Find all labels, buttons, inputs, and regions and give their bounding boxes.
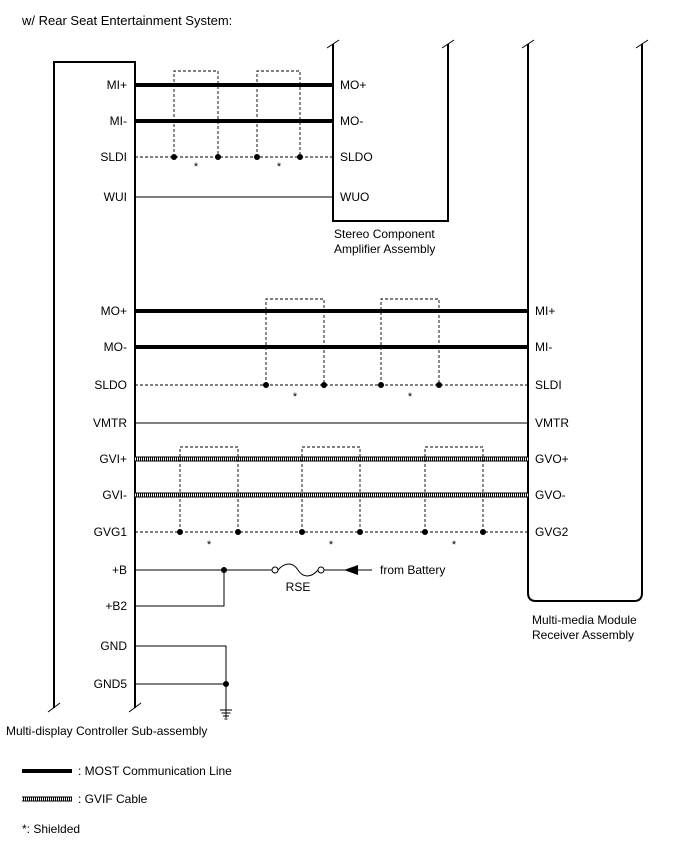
controller-name: Multi-display Controller Sub-assembly xyxy=(6,724,208,738)
controller-break-mark xyxy=(48,703,141,712)
wire-gnd xyxy=(135,646,226,718)
amplifier-name-line2: Amplifier Assembly xyxy=(334,242,436,256)
fuse-terminal-right xyxy=(318,567,324,573)
amplifier-break-mark xyxy=(327,40,454,48)
legend-shielded-text: *: Shielded xyxy=(22,822,81,836)
splice-dot xyxy=(263,382,269,388)
splice-dot xyxy=(299,529,305,535)
splice-dot xyxy=(254,154,260,160)
ctrl-pin-mo-plus: MO+ xyxy=(100,304,127,318)
receiver-box xyxy=(528,44,642,601)
ctrl-pin-gnd5: GND5 xyxy=(93,677,127,691)
splice-dot xyxy=(436,382,442,388)
amplifier-name-line1: Stereo Component xyxy=(334,227,435,241)
amp-pin-wuo: WUO xyxy=(340,190,370,204)
splice-dot xyxy=(422,529,428,535)
shield-asterisk: * xyxy=(206,539,212,551)
ctrl-pin-gvi-plus: GVI+ xyxy=(99,452,127,466)
shield-asterisk: * xyxy=(328,539,334,551)
splice-dot xyxy=(297,154,303,160)
splice-dot xyxy=(357,529,363,535)
receiver-break-mark xyxy=(522,40,648,48)
amp-pin-sldo: SLDO xyxy=(340,150,373,164)
splice-dot xyxy=(221,567,227,573)
ctrl-pin-vmtr: VMTR xyxy=(93,416,127,430)
shield-asterisk: * xyxy=(276,161,282,173)
rcv-pin-gvo-minus: GVO- xyxy=(535,488,566,502)
fuse-label: RSE xyxy=(285,580,311,594)
shield-asterisk: * xyxy=(292,391,298,403)
ctrl-pin-sldo: SLDO xyxy=(94,378,127,392)
amp-pin-mo-minus: MO- xyxy=(340,114,364,128)
splice-dot xyxy=(235,529,241,535)
diagram-title: w/ Rear Seat Entertainment System: xyxy=(22,13,233,28)
arrow-left-icon xyxy=(344,565,358,575)
ctrl-pin-b2: +B2 xyxy=(105,599,127,613)
splice-dot xyxy=(321,382,327,388)
splice-dot xyxy=(223,681,229,687)
ctrl-pin-gvi-minus: GVI- xyxy=(102,488,127,502)
wire-plus-b2 xyxy=(135,570,224,606)
rcv-pin-mi-minus: MI- xyxy=(535,340,553,354)
shield-asterisk: * xyxy=(451,539,457,551)
fuse-rse-icon xyxy=(278,564,318,576)
rcv-pin-sldi: SLDI xyxy=(535,378,562,392)
fuse-terminal-left xyxy=(272,567,278,573)
ctrl-pin-mo-minus: MO- xyxy=(103,340,127,354)
rcv-pin-vmtr: VMTR xyxy=(535,416,569,430)
splice-dot xyxy=(177,529,183,535)
ctrl-pin-sldi: SLDI xyxy=(100,150,127,164)
ctrl-pin-b: +B xyxy=(111,563,127,577)
splice-dot xyxy=(171,154,177,160)
ctrl-pin-mi-minus: MI- xyxy=(109,114,127,128)
splice-dot xyxy=(215,154,221,160)
shield-asterisk: * xyxy=(407,391,413,403)
splice-dot xyxy=(378,382,384,388)
shield-asterisk: * xyxy=(193,161,199,173)
battery-label: from Battery xyxy=(380,563,446,577)
amp-pin-mo-plus: MO+ xyxy=(340,78,367,92)
splice-dot xyxy=(480,529,486,535)
legend-gvif-text: : GVIF Cable xyxy=(78,792,148,806)
ctrl-pin-wui: WUI xyxy=(103,190,127,204)
receiver-name-line2: Receiver Assembly xyxy=(532,628,635,642)
ctrl-pin-mi-plus: MI+ xyxy=(106,78,127,92)
receiver-name-line1: Multi-media Module xyxy=(532,613,637,627)
legend-most-text: : MOST Communication Line xyxy=(78,764,232,778)
rcv-pin-gvo-plus: GVO+ xyxy=(535,452,569,466)
ctrl-pin-gnd: GND xyxy=(100,639,127,653)
ctrl-pin-gvg1: GVG1 xyxy=(93,525,127,539)
rcv-pin-mi-plus: MI+ xyxy=(535,304,556,318)
rcv-pin-gvg2: GVG2 xyxy=(535,525,569,539)
